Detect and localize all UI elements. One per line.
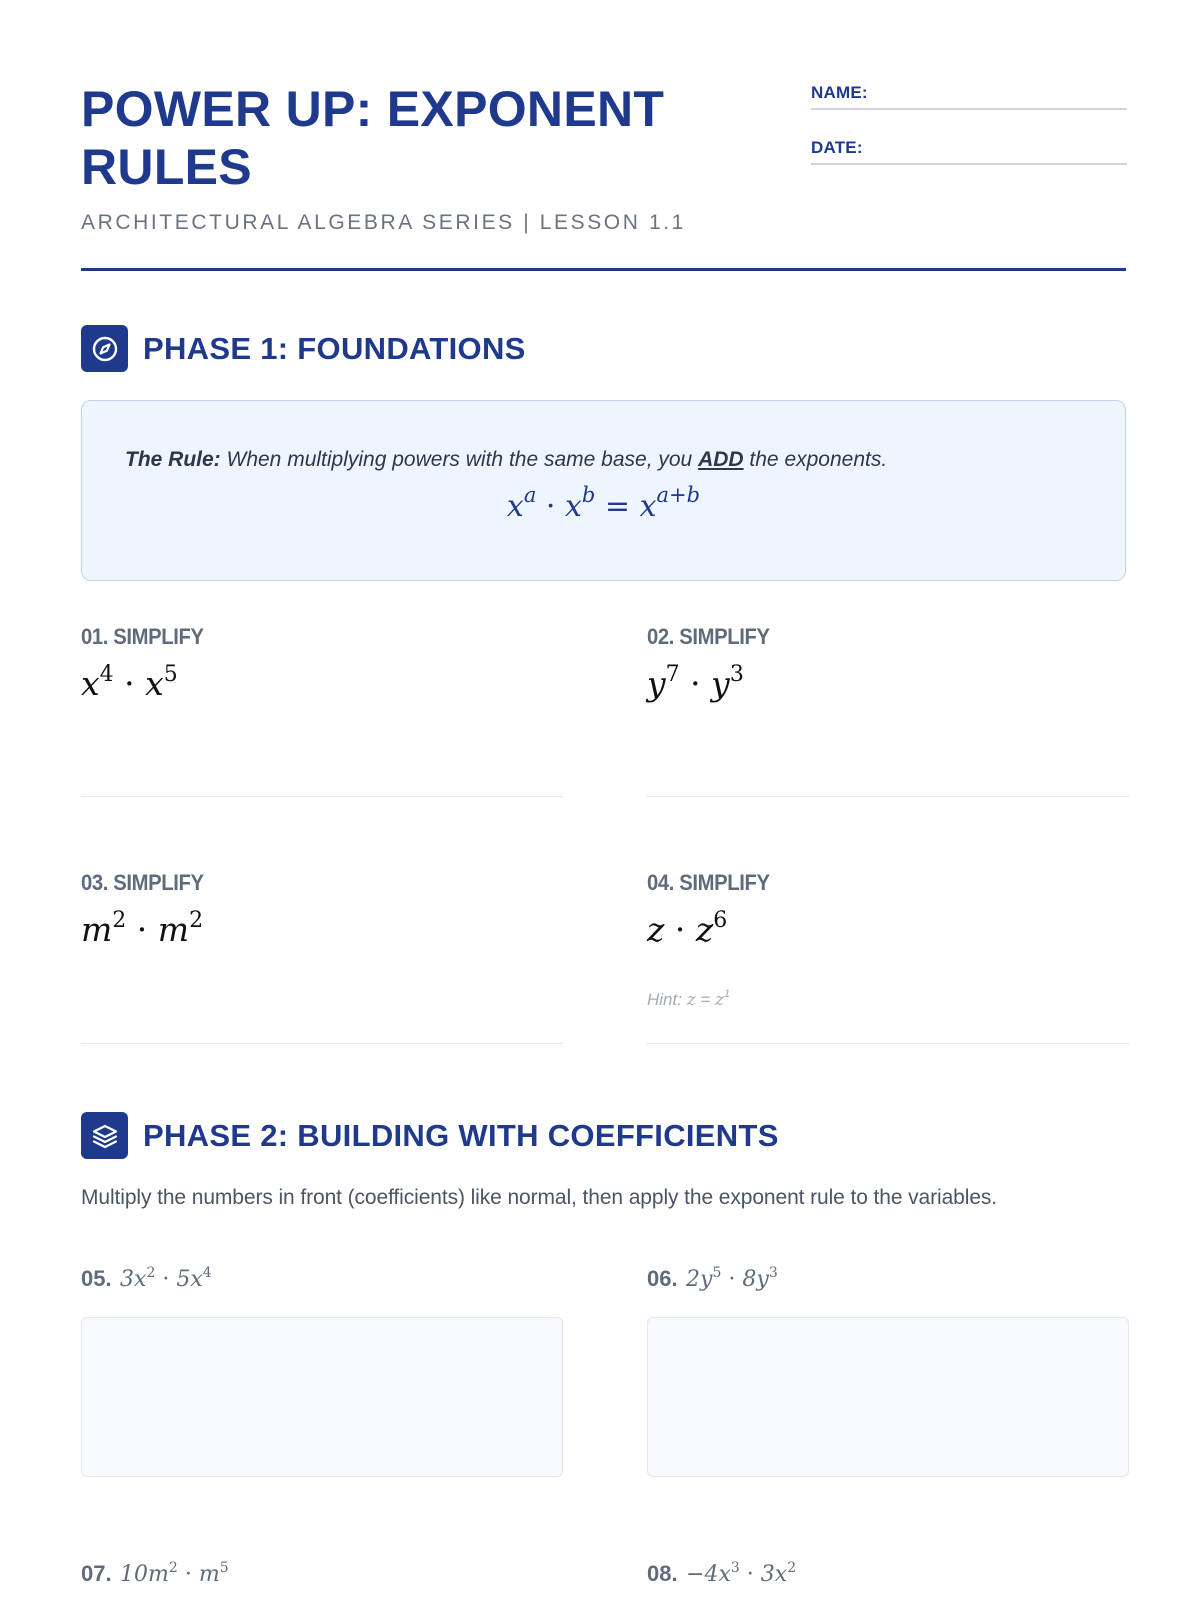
phase2-heading <box>81 1112 779 1159</box>
answer-line[interactable] <box>81 796 563 797</box>
expr-exponent: 4 <box>99 662 114 687</box>
expr-term: 10m <box>120 1562 169 1587</box>
problem-expression <box>81 910 563 949</box>
problem-04 <box>647 870 1129 949</box>
answer-line[interactable] <box>647 1043 1129 1044</box>
phase2-instructions: Multiply the numbers in front (coefficients) like normal, then apply the exponent rule to the variables. <box>81 1186 998 1209</box>
expr-exponent: 3 <box>768 1265 778 1281</box>
expr-exponent: 7 <box>665 662 680 687</box>
expr-term: −4x <box>686 1562 731 1587</box>
problem-expression <box>647 664 1129 703</box>
problem-08 <box>647 1561 796 1587</box>
problem-number: 08. <box>647 1561 678 1586</box>
layers-icon <box>81 1112 128 1159</box>
expr-base: z <box>695 910 714 949</box>
formula-operator: · <box>545 489 556 524</box>
problem-expression <box>120 1267 212 1292</box>
problem-expression <box>686 1562 796 1587</box>
expr-base: x <box>81 664 100 703</box>
problem-07 <box>81 1561 229 1587</box>
problem-01 <box>81 624 563 703</box>
expr-term: 2y <box>686 1267 713 1292</box>
formula-exponent: a+b <box>656 483 701 507</box>
phase1-heading <box>81 325 526 372</box>
expr-base: m <box>81 910 113 949</box>
hint-exponent: 1 <box>724 988 731 1000</box>
expr-operator: · <box>155 1267 177 1292</box>
problem-03 <box>81 870 563 949</box>
rule-callout <box>81 400 1126 581</box>
expr-exponent: 2 <box>189 908 204 933</box>
expr-operator: · <box>674 910 686 949</box>
problem-number: 07. <box>81 1561 112 1586</box>
name-label: NAME: <box>811 83 868 102</box>
header-divider <box>81 268 1126 271</box>
hint-prefix: Hint: <box>647 990 687 1009</box>
expr-exponent: 2 <box>112 908 127 933</box>
hint-text <box>647 990 730 1010</box>
worksheet-subtitle: ARCHITECTURAL ALGEBRA SERIES | LESSON 1.1 <box>81 211 686 234</box>
compass-icon <box>81 325 128 372</box>
formula-base: x <box>565 489 582 524</box>
answer-line[interactable] <box>81 1043 563 1044</box>
expr-exponent: 2 <box>168 1560 178 1576</box>
problem-expression <box>647 910 1129 949</box>
expr-base: x <box>145 664 164 703</box>
phase1-title: PHASE 1: FOUNDATIONS <box>143 330 526 366</box>
rule-text-before: When multiplying powers with the same base, you <box>220 448 699 471</box>
rule-formula <box>82 483 1125 524</box>
problem-02 <box>647 624 1129 703</box>
problem-05 <box>81 1266 212 1292</box>
expr-operator: · <box>739 1562 761 1587</box>
expr-base: z <box>647 910 665 949</box>
expr-term: 3x <box>760 1562 788 1587</box>
formula-exponent: a <box>523 483 537 507</box>
expr-base: m <box>157 910 190 949</box>
expr-operator: · <box>690 664 701 703</box>
hint-lhs: z <box>686 990 696 1010</box>
formula-base: x <box>506 489 524 524</box>
expr-exponent: 2 <box>146 1265 156 1281</box>
expr-term: 3x <box>120 1267 147 1292</box>
problem-06 <box>647 1266 778 1292</box>
problem-number: 06. <box>647 1266 678 1291</box>
expr-term: 5x <box>176 1267 203 1292</box>
problem-expression <box>120 1562 229 1587</box>
formula-base: x <box>639 489 657 524</box>
date-label: DATE: <box>811 138 863 157</box>
expr-operator: · <box>177 1562 199 1587</box>
expr-exponent: 5 <box>712 1265 722 1281</box>
expr-base: y <box>711 664 730 703</box>
hint-base: z <box>715 990 724 1010</box>
expr-exponent: 5 <box>163 662 178 687</box>
rule-emphasis: ADD <box>698 448 744 471</box>
problem-number: 05. <box>81 1266 112 1291</box>
problem-label: 01. SIMPLIFY <box>81 624 204 649</box>
formula-equals: = <box>604 489 631 524</box>
expr-exponent: 5 <box>219 1560 229 1576</box>
work-area[interactable] <box>647 1317 1129 1477</box>
problem-label: 04. SIMPLIFY <box>647 870 770 895</box>
expr-exponent: 3 <box>729 662 744 687</box>
hint-equals: = <box>695 990 716 1009</box>
expr-term: m <box>198 1562 220 1587</box>
problem-expression <box>686 1267 778 1292</box>
expr-base: y <box>647 664 666 703</box>
problem-expression <box>81 664 563 703</box>
expr-exponent: 3 <box>730 1560 740 1576</box>
work-area[interactable] <box>81 1317 563 1477</box>
phase2-title: PHASE 2: BUILDING WITH COEFFICIENTS <box>143 1117 779 1153</box>
name-field[interactable] <box>811 83 1127 110</box>
date-field[interactable] <box>811 138 1127 165</box>
expr-operator: · <box>721 1267 743 1292</box>
rule-lead: The Rule: <box>125 448 221 471</box>
worksheet-title: POWER UP: EXPONENT RULES <box>81 81 665 195</box>
rule-text-after: the exponents. <box>743 448 888 471</box>
expr-operator: · <box>124 664 135 703</box>
expr-term: 8y <box>742 1267 769 1292</box>
expr-exponent: 2 <box>787 1560 797 1576</box>
expr-operator: · <box>136 910 148 949</box>
rule-text <box>125 448 887 472</box>
problem-label: 02. SIMPLIFY <box>647 624 770 649</box>
expr-exponent: 6 <box>713 908 728 933</box>
answer-line[interactable] <box>647 796 1129 797</box>
expr-exponent: 4 <box>202 1265 212 1281</box>
formula-exponent: b <box>581 483 596 507</box>
problem-label: 03. SIMPLIFY <box>81 870 204 895</box>
